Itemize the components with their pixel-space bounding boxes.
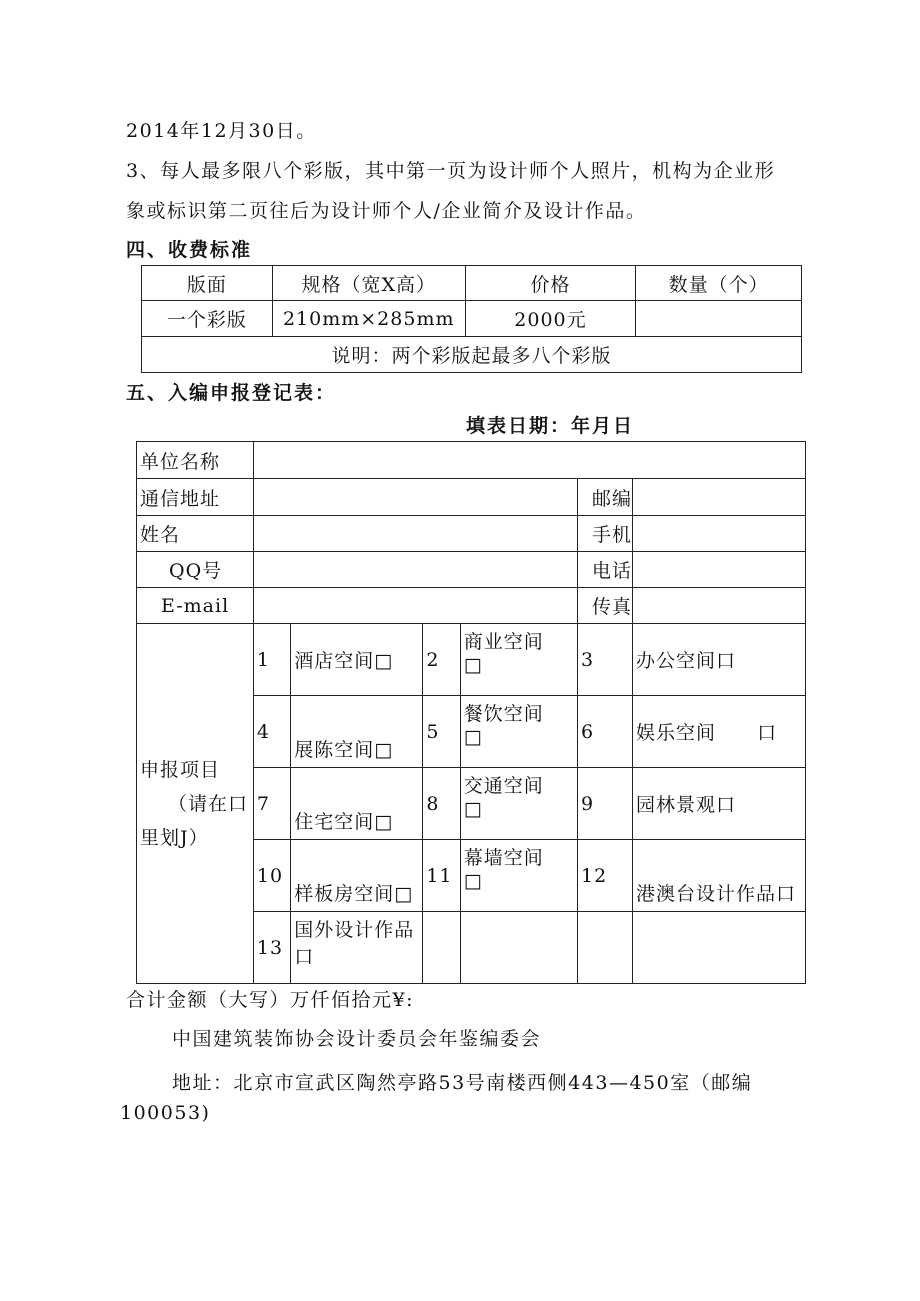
postcode-input[interactable]: [633, 479, 806, 516]
project-item-checkbox[interactable]: [460, 624, 577, 696]
fees-cell-quantity[interactable]: [636, 301, 802, 337]
item-label: 商业空间: [463, 631, 544, 653]
item-label: 交通空间: [463, 775, 544, 797]
item-label: 幕墙空间: [463, 847, 544, 869]
project-label-line3: 里划J）: [140, 826, 209, 849]
item-label: 娱乐空间: [636, 722, 717, 744]
item-number: 10: [253, 840, 290, 912]
project-item-checkbox[interactable]: 展陈空间□: [291, 696, 423, 768]
mobile-label: 手机: [578, 516, 633, 552]
address-line1: 地址：北京市宣武区陶然亭路53号南楼西侧443—450室（邮编: [172, 1072, 753, 1094]
organizer-name: 中国建筑装饰协会设计委员会年鉴编委会: [172, 1028, 542, 1050]
mobile-input[interactable]: [633, 516, 806, 552]
item-number: 2: [423, 624, 460, 696]
name-input[interactable]: [253, 516, 577, 552]
item-number: 1: [253, 624, 290, 696]
checkbox-icon: □: [463, 654, 483, 676]
phone-label: 电话: [578, 552, 633, 588]
email-label: E-mail: [137, 588, 254, 624]
fax-label: 传真: [578, 588, 633, 624]
item-number: 13: [253, 912, 290, 984]
email-input[interactable]: [253, 588, 577, 624]
phone-input[interactable]: [633, 552, 806, 588]
checkbox-icon: □: [463, 726, 483, 748]
fees-header-quantity: 数量（个）: [636, 266, 802, 301]
qq-label: QQ号: [137, 552, 254, 588]
fees-cell-price: 2000元: [465, 301, 636, 337]
project-item-checkbox[interactable]: [460, 840, 577, 912]
item-label: 餐饮空间: [463, 703, 544, 725]
rule3-line1: 3、每人最多限八个彩版，其中第一页为设计师个人照片，机构为企业形: [126, 160, 776, 182]
project-item-checkbox[interactable]: [460, 696, 577, 768]
total-amount: 合计金额（大写）万仟佰拾元¥:: [126, 989, 414, 1011]
item-number: 11: [423, 840, 460, 912]
project-item-checkbox[interactable]: [633, 696, 806, 768]
fees-header-spec: 规格（宽X高）: [272, 266, 465, 301]
item-number: 9: [578, 768, 633, 840]
fax-input[interactable]: [633, 588, 806, 624]
address-label: 通信地址: [137, 479, 254, 516]
unit-name-label: 单位名称: [137, 442, 254, 479]
item-number: 8: [423, 768, 460, 840]
fees-header-price: 价格: [465, 266, 636, 301]
empty-cell: [460, 912, 577, 984]
fees-note: 说明：两个彩版起最多八个彩版: [142, 337, 802, 373]
fees-header-layout: 版面: [142, 266, 273, 301]
checkbox-icon: 口: [294, 946, 315, 968]
empty-cell: [578, 912, 633, 984]
project-item-checkbox[interactable]: 办公空间口: [633, 624, 806, 696]
project-item-checkbox[interactable]: 住宅空间□: [291, 768, 423, 840]
registration-table: [136, 441, 806, 984]
empty-cell: [423, 912, 460, 984]
unit-name-input[interactable]: [253, 442, 805, 479]
checkbox-icon: 口: [757, 722, 778, 744]
fees-cell-layout: 一个彩版: [142, 301, 273, 337]
empty-cell: [633, 912, 806, 984]
qq-input[interactable]: [253, 552, 577, 588]
item-number: 3: [578, 624, 633, 696]
project-item-checkbox[interactable]: 港澳台设计作品口: [633, 840, 806, 912]
project-item-checkbox[interactable]: [460, 768, 577, 840]
project-label-line2: （请在口: [168, 792, 249, 815]
project-item-checkbox[interactable]: 酒店空间□: [291, 624, 423, 696]
deadline-text: 2014年12月30日。: [126, 120, 317, 142]
item-number: 7: [253, 768, 290, 840]
project-label-line1: 申报项目: [140, 758, 221, 781]
project-label: [137, 624, 254, 984]
project-item-checkbox[interactable]: 样板房空间□: [291, 840, 423, 912]
project-item-checkbox[interactable]: 园林景观口: [633, 768, 806, 840]
fees-heading: 四、收费标准: [126, 239, 253, 261]
project-item-checkbox[interactable]: [291, 912, 423, 984]
item-number: 5: [423, 696, 460, 768]
name-label: 姓名: [137, 516, 254, 552]
fees-cell-spec: 210mm×285mm: [272, 301, 465, 337]
checkbox-icon: □: [463, 798, 483, 820]
address-line2: 100053): [120, 1102, 211, 1124]
item-label: 国外设计作品: [294, 919, 415, 941]
item-number: 12: [578, 840, 633, 912]
registration-heading: 五、入编申报登记表：: [126, 382, 337, 404]
rule3-line2: 象或标识第二页往后为设计师个人/企业简介及设计作品。: [126, 200, 647, 222]
address-input[interactable]: [253, 479, 577, 516]
fill-date: 填表日期：年月日: [466, 415, 635, 437]
item-number: 4: [253, 696, 290, 768]
postcode-label: 邮编: [578, 479, 633, 516]
checkbox-icon: □: [463, 870, 483, 892]
fees-table: [141, 265, 802, 373]
item-number: 6: [578, 696, 633, 768]
